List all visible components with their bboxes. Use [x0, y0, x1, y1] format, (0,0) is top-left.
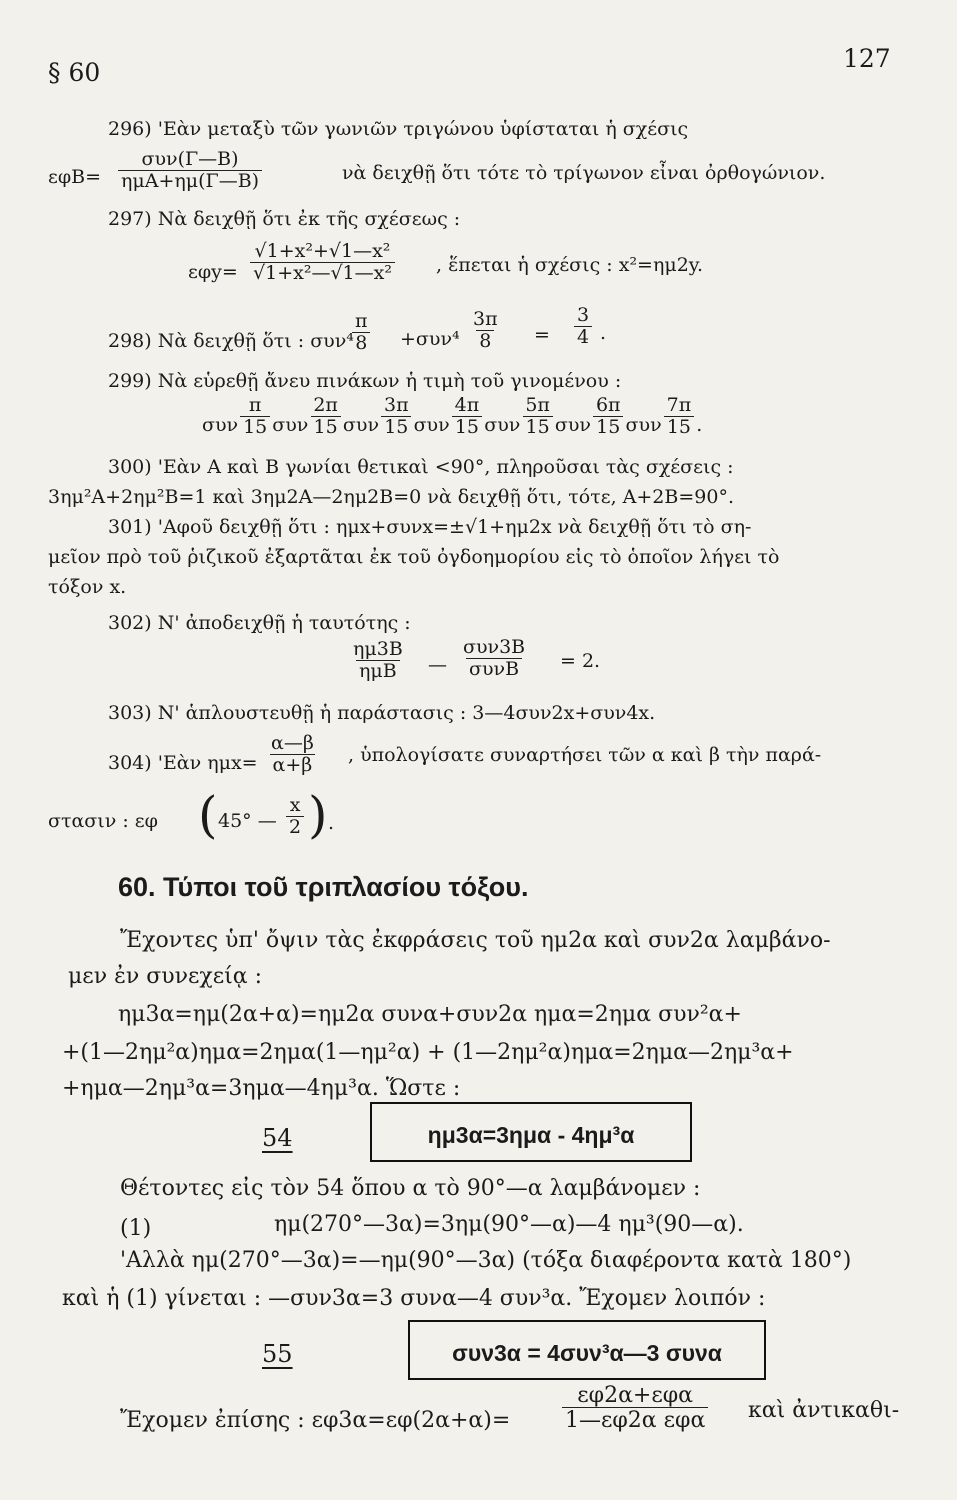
- ex297-numerator: √1+x²+√1—x²: [254, 240, 391, 262]
- ex299-term-den: 15: [240, 416, 270, 438]
- ex299-term-den: 15: [593, 416, 623, 438]
- ex298-plus: +συν⁴: [400, 328, 460, 350]
- ex299-cos-word: συν: [625, 414, 662, 436]
- ex297-line1: 297) Νὰ δειχθῇ ὅτι ἐκ τῆς σχέσεως :: [108, 208, 461, 230]
- eq-1-label: (1): [120, 1216, 152, 1241]
- ex299-end: .: [696, 414, 703, 436]
- ex298-f2-num: 3π: [473, 308, 498, 330]
- formula-55-topline: [408, 1320, 766, 1322]
- ex298-intro: 298) Νὰ δειχθῇ ὅτι : συν⁴: [108, 330, 354, 352]
- ex299-term-1: [240, 396, 270, 438]
- para-6-end: καὶ ἀντικαθι-: [748, 1398, 900, 1423]
- ex299-term-7: [664, 396, 695, 438]
- ex304-num: α—β: [271, 732, 314, 754]
- ex297-fraction: [250, 242, 395, 284]
- ex299-term-num: 4π: [454, 394, 480, 416]
- ex301-line3: τόξον x.: [48, 576, 127, 598]
- ex304-half-num: x: [289, 794, 301, 816]
- ex299-term-den: 15: [381, 416, 411, 438]
- formula-54-topline: [370, 1102, 692, 1104]
- para-3: Θέτοντες εἰς τὸν 54 ὅπου α τὸ 90°—α λαμβάνομεν :: [120, 1176, 701, 1201]
- ex299-term-num: π: [248, 394, 262, 416]
- equation-line-1: ημ3α=ημ(2α+α)=ημ2α συνα+συν2α ημα=2ημα συν²α+: [118, 1002, 742, 1027]
- ex299-term-den: 15: [664, 416, 694, 438]
- ex302-f2-num: συν3B: [463, 636, 526, 658]
- formula-55-label: 55: [262, 1340, 293, 1368]
- ex298-f3-den: 4: [574, 326, 592, 348]
- section-heading: 60. Τύποι τοῦ τριπλασίου τόξου.: [118, 872, 529, 902]
- ex299-term-num: 6π: [595, 394, 621, 416]
- ex299-term-2: [310, 396, 341, 438]
- ex301-line1: 301) 'Αφοῦ δειχθῇ ὅτι : ημx+συνx=±√1+ημ2x νὰ δειχθῇ ὅτι τὸ ση-: [108, 516, 752, 538]
- ex299-term-den: 15: [452, 416, 482, 438]
- ex298-fraction-2: [470, 310, 501, 352]
- tan3a-numerator: εφ2α+εφα: [577, 1383, 694, 1408]
- formula-55-text: συν3α = 4συν³α—3 συνα: [452, 1339, 722, 1366]
- equation-line-2: +(1—2ημ²α)ημα=2ημα(1—ημ²α) + (1—2ημ²α)ημα=2ημα—2ημ³α+: [62, 1040, 794, 1065]
- ex302-fraction-2: [460, 638, 528, 680]
- ex299-term-6: [593, 396, 624, 438]
- ex299-term-num: 5π: [525, 394, 550, 416]
- ex299-term-den: 15: [523, 416, 553, 438]
- formula-54-label: 54: [262, 1124, 293, 1152]
- para-4: 'Αλλὰ ημ(270°—3α)=—ημ(90°—3α) (τόξα διαφέροντα κατὰ 180°): [120, 1248, 852, 1273]
- ex304-half: [286, 796, 304, 838]
- ex304-line2a: στασιν : εφ: [48, 810, 158, 832]
- ex304-paren-open: (: [198, 786, 218, 844]
- para-5: καὶ ἡ (1) γίνεται : —συν3α=3 συνα—4 συν³α. Ἔχομεν λοιπόν :: [62, 1286, 766, 1311]
- ex299-term-4: [452, 396, 483, 438]
- ex299-cos-word: συν: [554, 414, 591, 436]
- ex303-line1: 303) Ν' ἁπλουστευθῇ ἡ παράστασις : 3—4συν2x+συν4x.: [108, 702, 656, 724]
- ex304-fraction: [268, 734, 317, 776]
- ex299-product: [202, 396, 702, 452]
- ex296-numerator: συν(Γ—B): [141, 148, 239, 170]
- ex298-fraction-3: [574, 306, 592, 348]
- formula-54-text: ημ3α=3ημα - 4ημ³α: [427, 1121, 635, 1148]
- ex304-rest: , ὑπολογίσατε συναρτήσει τῶν α καὶ β τὴν παρά-: [348, 744, 822, 766]
- ex296-line1: 296) 'Εὰν μεταξὺ τῶν γωνιῶν τριγώνου ὑφίσταται ἡ σχέσις: [108, 118, 689, 140]
- ex304-den: α+β: [270, 754, 316, 776]
- ex302-minus: —: [428, 654, 447, 676]
- ex296-rest: νὰ δειχθῇ ὅτι τότε τὸ τρίγωνον εἶναι ὀρθογώνιον.: [342, 162, 826, 184]
- ex299-term-num: 2π: [313, 394, 338, 416]
- ex300-line2: 3ημ²A+2ημ²B=1 καὶ 3ημ2A—2ημ2B=0 νὰ δειχθῇ ὅτι, τότε, A+2B=90°.: [48, 486, 734, 508]
- ex299-term-den: 15: [311, 416, 341, 438]
- ex304-intro: 304) 'Εὰν ημx=: [108, 752, 258, 774]
- ex297-denominator: √1+x²—√1—x²: [250, 262, 395, 284]
- ex302-rhs: = 2.: [560, 650, 601, 672]
- tan3a-fraction: [562, 1384, 708, 1432]
- formula-55-box: [408, 1328, 766, 1380]
- ex298-f3-num: 3: [577, 304, 590, 326]
- ex301-line2: μεῖον πρὸ τοῦ ῥιζικοῦ ἐξαρτᾶται ἐκ τοῦ ὀγδοημορίου εἰς τὸ ὁποῖον λήγει τὸ: [48, 546, 780, 568]
- ex304-line2b: 45° —: [218, 810, 277, 832]
- formula-54-box: [370, 1110, 692, 1162]
- ex299-term-num: 3π: [384, 394, 409, 416]
- ex302-f1-den: ημB: [356, 660, 400, 682]
- ex299-cos-word: συν: [342, 414, 379, 436]
- ex299-term-5: [522, 396, 553, 438]
- eq-1: ημ(270°—3α)=3ημ(90°—α)—4 ημ³(90—α).: [274, 1212, 744, 1237]
- page-number: 127: [843, 44, 891, 73]
- ex298-f1-num: π: [355, 310, 368, 332]
- para-1: Ἔχοντες ὑπ' ὄψιν τὰς ἐκφράσεις τοῦ ημ2α καὶ συν2α λαμβάνο-: [120, 928, 831, 953]
- ex302-fraction-1: [350, 640, 406, 682]
- ex302-line1: 302) Ν' ἀποδειχθῇ ἡ ταυτότης :: [108, 612, 411, 634]
- ex298-f1-den: 8: [352, 332, 370, 354]
- ex298-f2-den: 8: [476, 330, 494, 352]
- para-6-start: Ἔχομεν ἐπίσης : εφ3α=εφ(2α+α)=: [120, 1408, 511, 1433]
- equation-line-3: +ημα—2ημ³α=3ημα—4ημ³α. Ὥστε :: [62, 1076, 461, 1101]
- ex298-fraction-1: [352, 312, 371, 354]
- ex296-denominator: ημA+ημ(Γ—B): [118, 170, 262, 192]
- ex304-paren-close: ): [308, 786, 328, 844]
- ex299-term-num: 7π: [666, 394, 692, 416]
- ex299-cos-word: συν: [272, 414, 309, 436]
- ex299-cos-word: συν: [413, 414, 450, 436]
- ex298-equals: =: [534, 324, 550, 346]
- ex304-half-den: 2: [286, 816, 304, 838]
- ex299-cos-word: συν: [202, 414, 239, 436]
- ex299-line1: 299) Νὰ εὑρεθῇ ἄνευ πινάκων ἡ τιμὴ τοῦ γινομένου :: [108, 370, 622, 392]
- ex300-line1: 300) 'Εὰν A καὶ B γωνίαι θετικαὶ <90°, πληροῦσαι τὰς σχέσεις :: [108, 456, 734, 478]
- ex302-f1-num: ημ3B: [353, 638, 403, 660]
- ex296-lhs: εφB=: [48, 166, 102, 188]
- ex299-term-3: [381, 396, 412, 438]
- ex302-f2-den: συνB: [466, 658, 522, 680]
- ex304-line2c: .: [328, 812, 335, 834]
- ex299-cos-word: συν: [484, 414, 521, 436]
- ex296-fraction: [118, 150, 262, 192]
- ex298-end: .: [600, 322, 607, 344]
- para-2: μεν ἐν συνεχείᾳ :: [68, 964, 263, 989]
- section-marker: § 60: [48, 58, 101, 87]
- ex297-rest: , ἕπεται ἡ σχέσις : x²=ημ2y.: [436, 254, 704, 276]
- ex297-lhs: εφy=: [188, 261, 238, 283]
- tan3a-denominator: 1—εφ2α εφα: [562, 1407, 708, 1432]
